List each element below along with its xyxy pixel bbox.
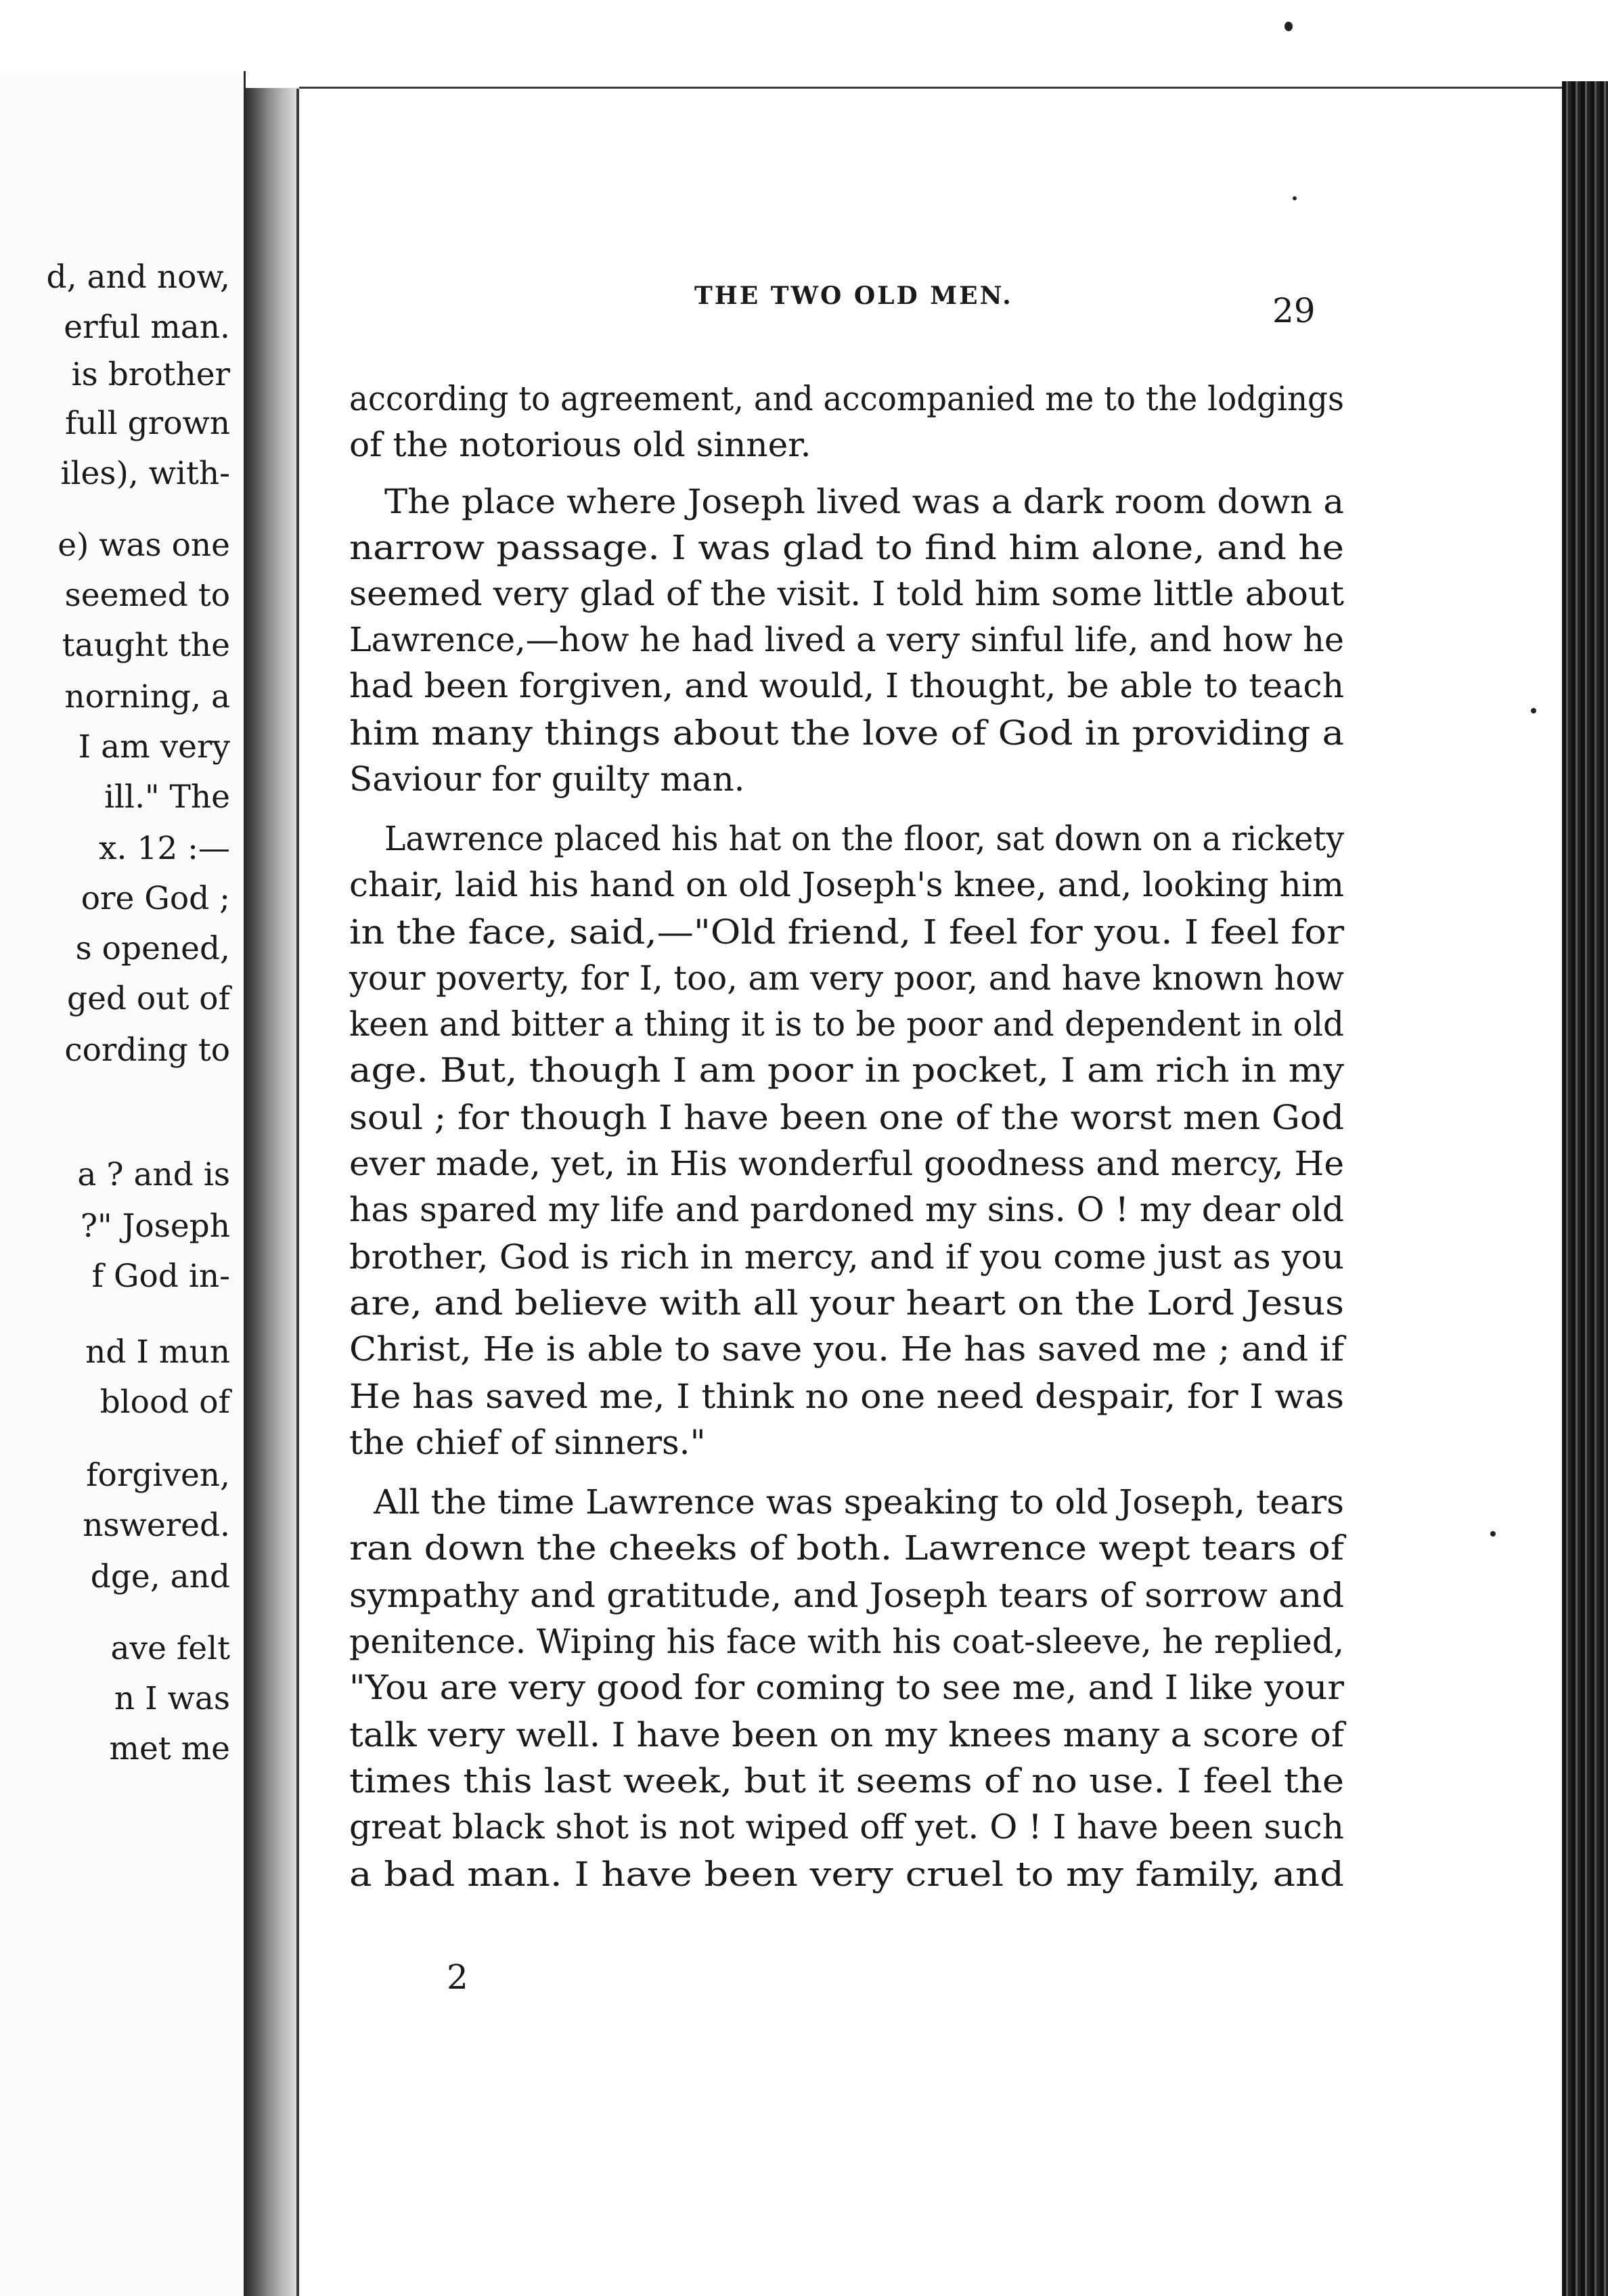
text-line: keen and bitter a thing it is to be poor and dependent in old	[349, 1005, 1344, 1044]
left-page-text-line: I am very	[78, 728, 230, 766]
left-page-text-line: e) was one	[58, 527, 230, 564]
left-page-text-line: met me	[109, 1730, 230, 1767]
text-line: your poverty, for I, too, am very poor, and have known how	[349, 958, 1344, 998]
left-page-text-line: nd I mun	[85, 1333, 230, 1371]
text-line: age. But, though I am poor in pocket, I am rich in my	[349, 1051, 1344, 1090]
text-line: Lawrence,—how he had lived a very sinful life, and how he	[349, 620, 1345, 659]
ink-speck	[1490, 1531, 1496, 1537]
text-line: Lawrence placed his hat on the floor, sat down on a rickety	[384, 819, 1345, 858]
ink-speck	[1531, 708, 1536, 713]
text-line: had been forgiven, and would, I thought, be able to teach	[349, 666, 1345, 705]
left-page-text-line: taught the	[62, 627, 230, 664]
left-page-text-line: n I was	[114, 1680, 230, 1717]
text-line: brother, God is rich in mercy, and if you come just as you	[349, 1237, 1344, 1277]
left-page-text-line: f God in-	[91, 1258, 230, 1295]
text-line: the chief of sinners."	[349, 1423, 706, 1462]
left-page-text-line: x. 12 :—	[99, 830, 230, 867]
text-line: penitence. Wiping his face with his coat-sleeve, he replied,	[349, 1622, 1345, 1661]
running-head: THE TWO OLD MEN.	[694, 282, 1013, 310]
signature-mark: 2	[447, 1958, 468, 1997]
text-line: him many things about the love of God in providing a	[349, 713, 1345, 753]
text-line: Christ, He is able to save you. He has saved me ; and if	[349, 1329, 1345, 1369]
left-page-text-line: nswered.	[83, 1507, 230, 1544]
left-page-text-line: ?" Joseph	[80, 1208, 230, 1245]
left-page-text-line: iles), with-	[60, 455, 230, 492]
left-page-text-line: full grown	[64, 405, 230, 442]
ink-speck	[1285, 22, 1293, 31]
text-line: ran down the cheeks of both. Lawrence wept tears of	[349, 1528, 1344, 1568]
text-line: sympathy and gratitude, and Joseph tears of sorrow and	[349, 1576, 1345, 1615]
left-page-text-line: cording to	[64, 1032, 230, 1069]
text-line: great black shot is not wiped off yet. O ! I have been such	[349, 1807, 1344, 1847]
left-page-text-line: blood of	[99, 1384, 230, 1421]
text-line: He has saved me, I think no one need despair, for I was	[349, 1377, 1345, 1416]
left-page-text-line: d, and now,	[46, 259, 230, 296]
left-page-text-line: dge, and	[90, 1558, 230, 1595]
text-line: chair, laid his hand on old Joseph's knee, and, looking him	[349, 865, 1344, 904]
left-page-text-line: a ? and is	[77, 1156, 230, 1193]
text-line: Saviour for guilty man.	[349, 759, 745, 799]
text-line: of the notorious old sinner.	[349, 425, 811, 464]
left-page-text-line: ave felt	[110, 1630, 230, 1667]
text-line: talk very well. I have been on my knees many a score of	[349, 1715, 1345, 1754]
text-line: are, and believe with all your heart on the Lord Jesus	[349, 1283, 1345, 1323]
ink-speck	[1293, 196, 1297, 200]
text-line: soul ; for though I have been one of the worst men God	[349, 1098, 1345, 1137]
left-page-text-line: is brother	[71, 356, 230, 393]
left-page-text-line: ill." The	[104, 778, 230, 816]
text-line: The place where Joseph lived was a dark room down a	[384, 482, 1345, 521]
text-line: seemed very glad of the visit. I told him some little about	[349, 574, 1344, 613]
left-page-text-line: ore God ;	[81, 880, 230, 917]
left-page-text-line: ged out of	[66, 980, 230, 1017]
text-line: according to agreement, and accompanied me to the lodgings	[349, 379, 1344, 418]
text-line: All the time Lawrence was speaking to old Joseph, tears	[374, 1482, 1345, 1522]
text-line: "You are very good for coming to see me, and I like your	[349, 1668, 1345, 1707]
left-page-text-line: seemed to	[64, 577, 230, 614]
left-page-text-line: norning, a	[64, 678, 230, 715]
text-line: has spared my life and pardoned my sins. O ! my dear old	[349, 1190, 1344, 1229]
text-line: narrow passage. I was glad to find him alone, and he	[349, 528, 1344, 567]
page-number: 29	[1272, 291, 1316, 330]
text-line: a bad man. I have been very cruel to my family, and	[349, 1855, 1344, 1894]
left-page-text-line: forgiven,	[86, 1457, 230, 1494]
text-line: times this last week, but it seems of no use. I feel the	[349, 1761, 1345, 1801]
left-page-text-line: s opened,	[75, 930, 230, 967]
text-line: in the face, said,—"Old friend, I feel for you. I feel for	[349, 912, 1345, 952]
text-line: ever made, yet, in His wonderful goodness and mercy, He	[349, 1144, 1345, 1183]
left-page-text-line: erful man.	[64, 309, 230, 346]
